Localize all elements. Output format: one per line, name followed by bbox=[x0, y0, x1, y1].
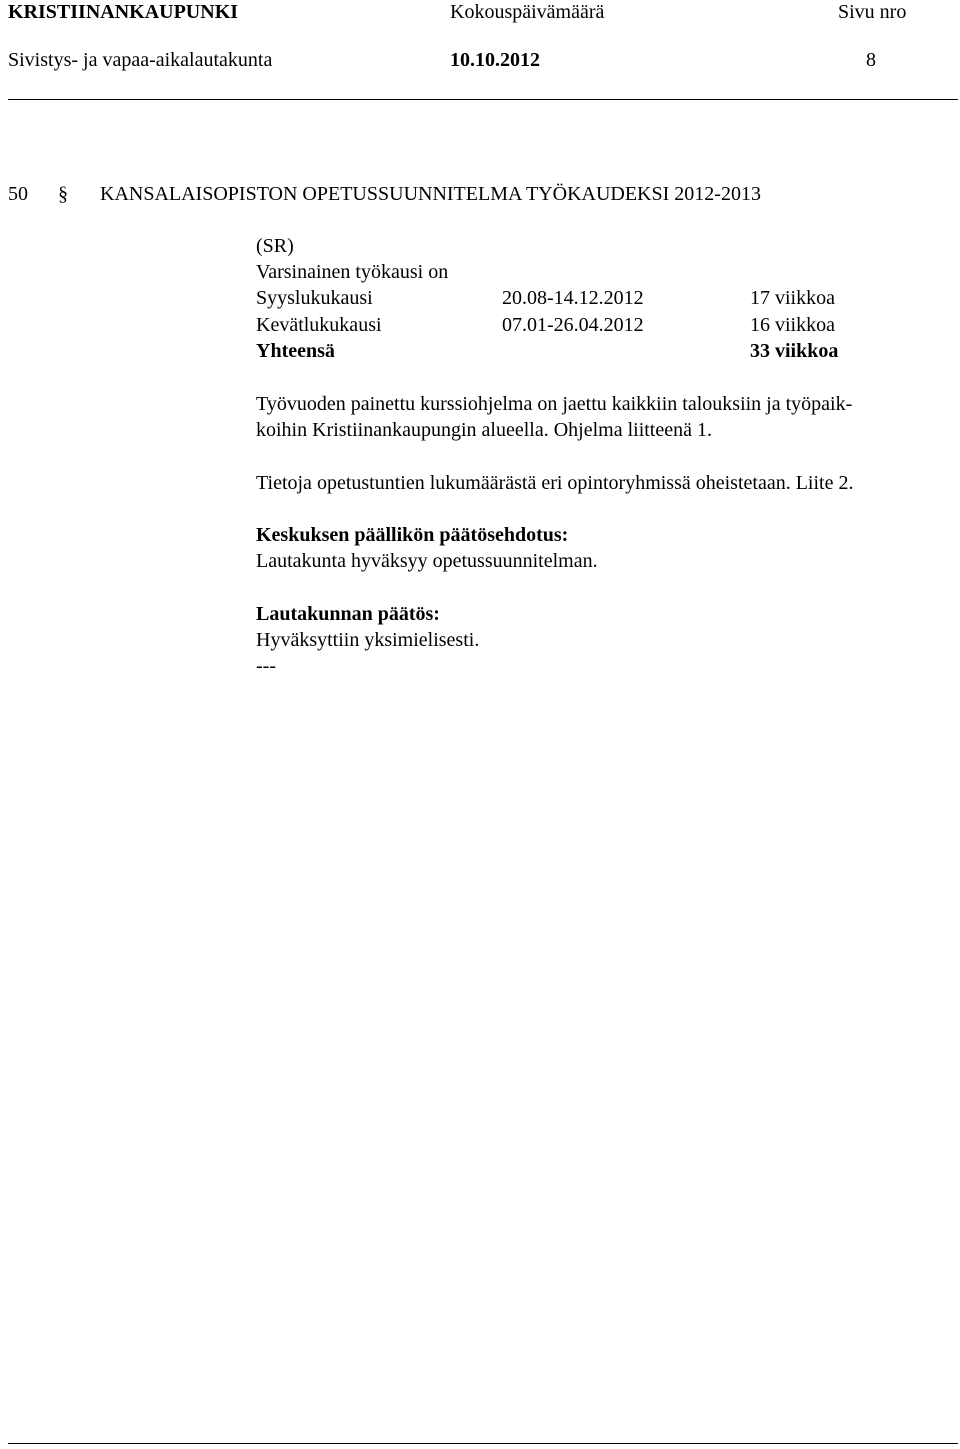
proposal-heading: Keskuksen päällikön päätösehdotus: bbox=[256, 524, 569, 546]
term-dates: 20.08-14.12.2012 bbox=[502, 287, 644, 309]
term-weeks: 16 viikkoa bbox=[750, 314, 835, 336]
page-number-label: Sivu nro bbox=[838, 1, 907, 23]
municipality-name: KRISTIINANKAUPUNKI bbox=[8, 1, 239, 23]
term-name: Syyslukukausi bbox=[256, 287, 373, 309]
decision-heading: Lautakunnan päätös: bbox=[256, 603, 440, 625]
paragraph-line: Työvuoden painettu kurssiohjelma on jaettu kaikkiin talouksiin ja työpaik- bbox=[256, 393, 853, 415]
committee-name: Sivistys- ja vapaa-aikalautakunta bbox=[8, 49, 273, 71]
end-marker: --- bbox=[256, 655, 276, 677]
header-divider bbox=[8, 99, 958, 100]
meeting-date-label: Kokouspäivämäärä bbox=[450, 1, 605, 23]
total-weeks: 33 viikkoa bbox=[750, 340, 839, 362]
intro-text: Varsinainen työkausi on bbox=[256, 261, 449, 283]
footer-divider bbox=[8, 1443, 958, 1444]
meeting-date: 10.10.2012 bbox=[450, 49, 540, 71]
total-label: Yhteensä bbox=[256, 340, 335, 362]
decision-text: Hyväksyttiin yksimielisesti. bbox=[256, 629, 480, 651]
term-dates: 07.01-26.04.2012 bbox=[502, 314, 644, 336]
section-number: 50 bbox=[8, 183, 28, 205]
paragraph-line: koihin Kristiinankaupungin alueella. Ohjelma liitteenä 1. bbox=[256, 419, 712, 441]
proposal-text: Lautakunta hyväksyy opetussuunnitelman. bbox=[256, 550, 598, 572]
term-weeks: 17 viikkoa bbox=[750, 287, 835, 309]
attachment-paragraph: Tietoja opetustuntien lukumäärästä eri opintoryhmissä oheistetaan. Liite 2. bbox=[256, 472, 854, 494]
section-symbol: § bbox=[58, 183, 68, 205]
author-initials: (SR) bbox=[256, 235, 294, 257]
page-number: 8 bbox=[866, 49, 876, 71]
term-name: Kevätlukukausi bbox=[256, 314, 382, 336]
section-title: KANSALAISOPISTON OPETUSSUUNNITELMA TYÖKAUDEKSI 2012-2013 bbox=[100, 183, 761, 205]
